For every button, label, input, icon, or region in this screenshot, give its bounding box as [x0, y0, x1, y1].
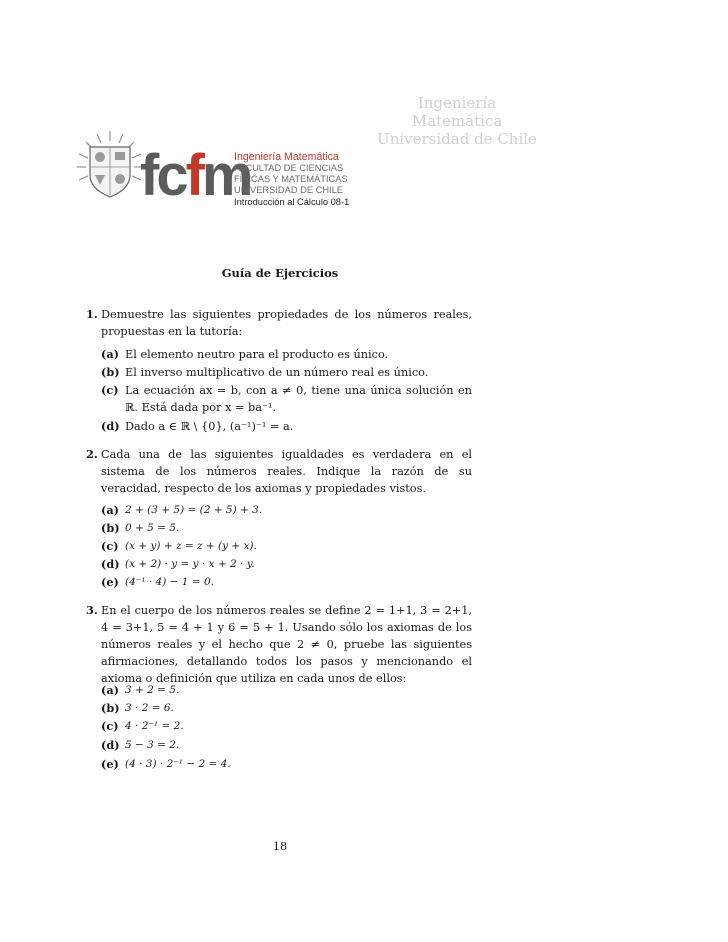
- fcfm-wordmark: fcfm: [140, 143, 251, 208]
- problem-number: 1.: [86, 307, 98, 321]
- problem-number: 3.: [86, 603, 98, 617]
- problem-2-part-c: [101, 538, 472, 555]
- part-text: (x + y) + z = z + (y + x).: [125, 540, 257, 552]
- problem-1-part-c: [101, 382, 472, 416]
- part-text: (4⁻¹ · 4) − 1 = 0.: [125, 576, 214, 588]
- problem-text: En el cuerpo de los números reales se define 2 = 1+1, 3 = 2+1, 4 = 3+1, 5 = 4 + 1 y 6 = 5 + 1. Usando sólo los axiomas de los números reales y el hecho que 2 ≠ 0, pruebe las siguientes afirmaciones, detallando todos los pasos y mencionando el axioma o definición que utiliza en cada unos de ellos:: [101, 604, 472, 685]
- watermark-line-2: Universidad de Chile: [377, 130, 537, 148]
- problem-number: 2.: [86, 447, 98, 461]
- faculty-line-3: FÍSICAS Y MATEMÁTICAS: [234, 174, 348, 184]
- problem-2-part-d: [101, 556, 472, 573]
- problem-3-part-d: [101, 737, 472, 754]
- part-text: El elemento neutro para el producto es único.: [125, 348, 389, 361]
- part-label: (e): [101, 757, 119, 771]
- part-text: 5 − 3 = 2.: [125, 739, 180, 751]
- part-label: (c): [101, 719, 119, 733]
- problem-3: [86, 602, 472, 687]
- problem-2-part-a: [101, 502, 472, 519]
- watermark-line-1: Ingeniería Matemática: [411, 94, 503, 130]
- part-label: (b): [101, 365, 120, 379]
- problem-text: Cada una de las siguientes igualdades es verdadera en el sistema de los números reales. Indique la razón de su veracidad, respecto de los axiomas y propiedades vistos.: [101, 448, 472, 495]
- part-label: (a): [101, 347, 120, 361]
- part-label: (d): [101, 419, 120, 433]
- university-seal-icon: [92, 127, 251, 208]
- part-text: 2 + (3 + 5) = (2 + 5) + 3.: [125, 504, 263, 516]
- part-label: (a): [101, 683, 120, 697]
- problem-2-part-b: [101, 520, 472, 537]
- fcfm-logo: [92, 127, 251, 211]
- part-label: (b): [101, 701, 120, 715]
- part-text: (x + 2) · y = y · x + 2 · y.: [125, 558, 255, 570]
- part-text: 0 + 5 = 5.: [125, 522, 180, 534]
- part-text: (4 · 3) · 2⁻¹ − 2 = 4.: [125, 758, 231, 770]
- problem-1-part-a: [101, 346, 472, 363]
- part-label: (c): [101, 539, 119, 553]
- problem-1-part-b: [101, 364, 472, 381]
- problem-text: Demuestre las siguientes propiedades de los números reales, propuestas en la tutoría:: [101, 308, 472, 338]
- problem-1: [86, 306, 472, 340]
- part-label: (b): [101, 521, 120, 535]
- faculty-line-4: UNIVERSIDAD DE CHILE: [234, 185, 344, 195]
- course-name: Introducción al Cálculo 08-1: [234, 197, 350, 207]
- problem-3-part-b: [101, 700, 472, 717]
- page-heading: Guía de Ejercicios: [221, 266, 339, 280]
- part-label: (c): [101, 383, 119, 397]
- page-number: 18: [272, 840, 288, 853]
- problem-2-part-e: [101, 574, 472, 591]
- part-label: (d): [101, 557, 120, 571]
- part-text: 3 · 2 = 6.: [125, 702, 174, 714]
- part-text: Dado a ∈ ℝ \ {0}, (a⁻¹)⁻¹ = a.: [125, 420, 294, 433]
- problem-3-part-a: [101, 682, 472, 699]
- part-text: 4 · 2⁻¹ = 2.: [125, 720, 184, 732]
- problem-3-part-e: [101, 756, 472, 773]
- part-label: (e): [101, 575, 119, 589]
- faculty-line-2: FACULTAD DE CIENCIAS: [234, 163, 344, 173]
- part-text: El inverso multiplicativo de un número real es único.: [125, 366, 429, 379]
- part-label: (d): [101, 738, 120, 752]
- part-text: La ecuación ax = b, con a ≠ 0, tiene una única solución en ℝ. Está dada por x = ba⁻¹.: [125, 384, 472, 414]
- problem-3-part-c: [101, 718, 472, 735]
- faculty-info: [234, 151, 349, 208]
- watermark: [372, 94, 542, 148]
- part-text: 3 + 2 = 5.: [125, 684, 180, 696]
- faculty-dept: Ingeniería Matemática: [234, 151, 339, 163]
- part-label: (a): [101, 503, 120, 517]
- problem-2: [86, 446, 472, 497]
- problem-1-part-d: [101, 418, 472, 435]
